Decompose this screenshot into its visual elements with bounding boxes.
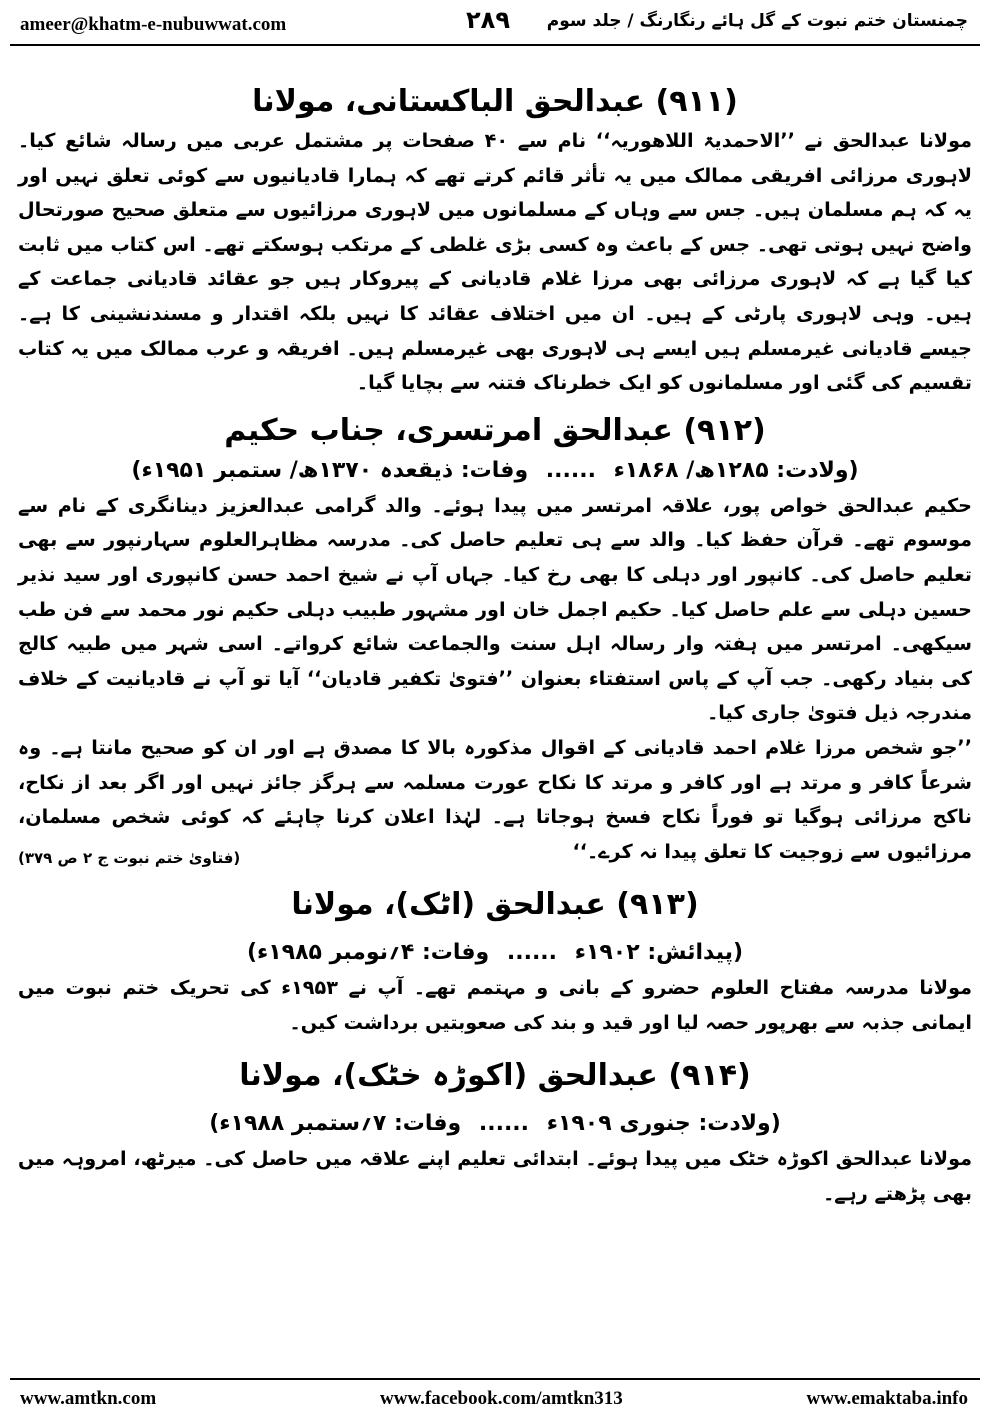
book-title: چمنستان ختم نبوت کے گل ہائے رنگارنگ / جلد سوم xyxy=(546,11,968,31)
header-email[interactable]: ameer@khatm-e-nubuwwat.com xyxy=(20,14,287,35)
footer-link-emaktaba[interactable]: www.emaktaba.info xyxy=(806,1388,968,1409)
entry-913-birth: (پیدائش: ۱۹۰۲ء xyxy=(574,940,744,966)
entry-913-heading: (۹۱۳) عبدالحق (اٹک)، مولانا xyxy=(291,887,699,923)
entry-912-heading: (۹۱۲) عبدالحق امرتسری، جناب حکیم xyxy=(224,412,766,448)
entry-912-paragraph-1: حکیم عبدالحق خواص پور، علاقہ امرتسر میں پیدا ہوئے۔ والد گرامی عبدالعزیز دینانگری کے نام سے موسوم تھے۔ قرآن حفظ کیا۔ والد سے ہی تعلیم حاصل کی۔ مدرسہ مظاہرالعلوم سہارنپور سے بھی تعلیم حاصل کی۔ کانپور اور دہلی کا بھی رخ کیا۔ جہاں آپ نے شیخ احمد حسن کانپوری اور سید نذیر حسین دہلی سے علم حاصل کیا۔ حکیم اجمل خان اور مشہور طبیب دہلی حکیم نور محمد سے فن طب سیکھی۔ امرتسر میں ہفتہ وار رسالہ اہل سنت والجماعت شائع کرواتے۔ اسی شہر میں طبیہ کالج کی بنیاد رکھی۔ جب آپ کے پاس استفتاء بعنوان ’’فتویٰ تکفیر قادیان‘‘ آیا تو آپ نے قادیانیت کے خلاف مندرجہ ذیل فتویٰ جاری کیا۔ xyxy=(18,493,972,725)
entry-912-birth: (ولادت: ۱۲۸۵ھ/ ۱۸۶۸ء xyxy=(613,457,859,483)
entry-911-heading: (۹۱۱) عبدالحق الباکستانی، مولانا xyxy=(252,84,738,119)
page-footer xyxy=(0,1378,990,1420)
entry-913-death: وفات: ۴؍نومبر ۱۹۸۵ء) xyxy=(246,940,490,966)
page-header xyxy=(0,0,990,46)
entry-913-dates xyxy=(18,935,972,971)
header-divider xyxy=(10,44,980,46)
entry-912-fatwa-quote xyxy=(18,731,972,869)
entry-913-paragraph: مولانا مدرسہ مفتاح العلوم حضرو کے بانی و مہتمم تھے۔ آپ نے ۱۹۵۳ء کی تحریک ختم نبوت میں ایمانی جذبہ سے بھرپور حصہ لیا اور قید و بند کی صعوبتیں برداشت کیں۔ xyxy=(18,976,972,1034)
footer-link-amtkn[interactable]: www.amtkn.com xyxy=(20,1388,157,1409)
entry-914-birth: (ولادت: جنوری ۱۹۰۹ء xyxy=(546,1111,781,1137)
entry-914-date-separator: ...... xyxy=(478,1111,530,1137)
page-number: ۲۸۹ xyxy=(466,6,510,34)
entry-911-paragraph: مولانا عبدالحق نے ’’الاحمدیۃ اللاھوریہ‘‘ نام سے ۴۰ صفحات پر مشتمل عربی میں رسالہ شائع کیا۔ لاہوری مرزائی افریقی ممالک میں یہ تأثر قائم کرتے تھے کہ ہمارا قادیانیوں سے کوئی تعلق نہیں اور یہ کہ ہم مسلمان ہیں۔ جس سے وہاں کے مسلمانوں میں لاہوری مرزائیوں سے متعلق صحیح صورتحال واضح نہیں ہوتی تھی۔ جس کے باعث وہ کسی بڑی غلطی کے مرتکب ہوسکتے تھے۔ اس کتاب میں ثابت کیا گیا ہے کہ لاہوری مرزائی بھی مرزا غلام قادیانی کے پیروکار ہیں جو عقائد قادیانی جماعت کے ہیں۔ وہی لاہوری پارٹی کے ہیں۔ ان میں اختلاف عقائد کا نہیں بلکہ اقتدار و مسندنشینی کا ہے۔ جیسے قادیانی غیرمسلم ہیں ایسے ہی لاہوری بھی غیرمسلم ہیں۔ افریقہ و عرب ممالک میں یہ کتاب تقسیم کی گئی اور مسلمانوں کو ایک خطرناک فتنہ سے بچایا گیا۔ xyxy=(18,129,972,395)
footer-link-facebook[interactable]: www.facebook.com/amtkn313 xyxy=(380,1388,623,1409)
entry-912-date-separator: ...... xyxy=(545,457,596,483)
entry-912-dates xyxy=(18,453,972,489)
entry-912-fatwa-text: ’’جو شخص مرزا غلام احمد قادیانی کے اقوال مذکورہ بالا کا مصدق ہے اور ان کو صحیح مانتا ہے۔ وہ شرعاً کافر و مرتد ہے اور کافر و مرتد کا نکاح عورت مسلمہ سے ہرگز جائز نہیں اور اگر بعد از نکاح، ناکح مرزائی ہوگیا تو فوراً نکاح فسخ ہوجاتا ہے۔ لہٰذا اعلان کرنا چاہئے کہ کوئی شخص مسلمان، مرزائیوں سے زوجیت کا تعلق پیدا نہ کرے۔‘‘ xyxy=(18,735,972,863)
entry-914-heading: (۹۱۴) عبدالحق (اکوڑہ خٹک)، مولانا xyxy=(239,1058,751,1094)
entry-914-death: وفات: ۷؍ستمبر ۱۹۸۸ء) xyxy=(209,1111,462,1137)
entry-914-paragraph: مولانا عبدالحق اکوڑہ خٹک میں پیدا ہوئے۔ ابتدائی تعلیم اپنے علاقہ میں حاصل کی۔ میرٹھ، امروہہ میں بھی پڑھتے رہے۔ xyxy=(18,1147,972,1206)
page-content xyxy=(18,80,972,1212)
entry-913-date-separator: ...... xyxy=(506,940,558,966)
footer-divider xyxy=(10,1378,980,1380)
entry-912-death: وفات: ذیقعدہ ۱۳۷۰ھ/ ستمبر ۱۹۵۱ء) xyxy=(131,457,529,483)
entry-912-reference: (فتاویٰ ختم نبوت ج ۲ ص ۳۷۹) xyxy=(18,848,241,867)
entry-914-dates xyxy=(18,1106,972,1142)
